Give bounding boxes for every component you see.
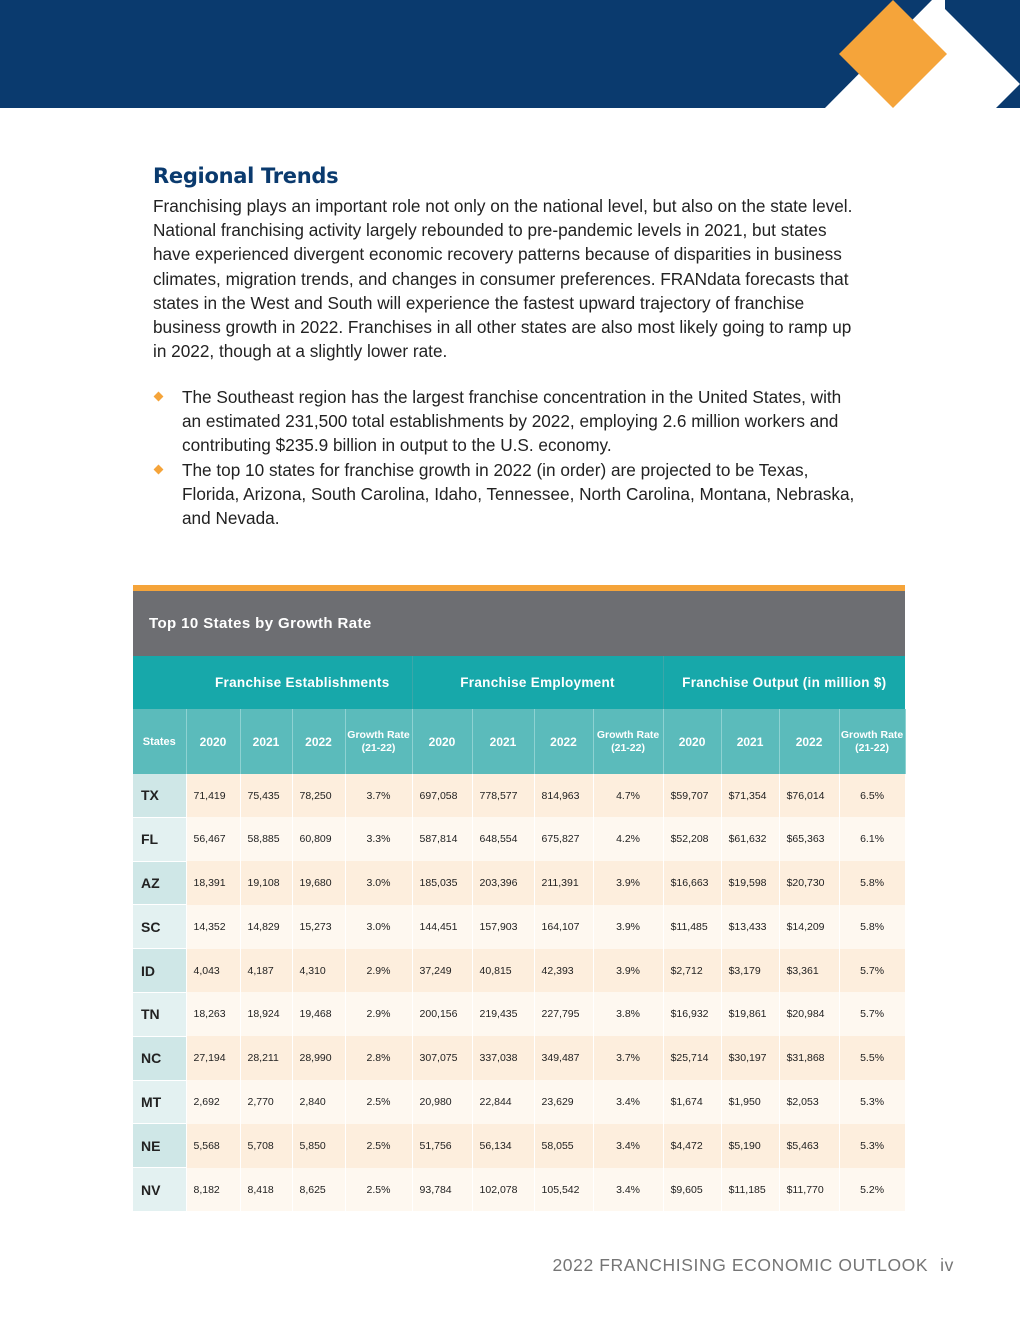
group-establishments: Franchise Establishments — [133, 656, 412, 709]
growth-rate-cell: 4.7% — [593, 774, 663, 817]
growth-rate-cell: 5.3% — [839, 1124, 905, 1168]
value-cell: 40,815 — [472, 949, 534, 993]
table-row — [133, 1124, 905, 1168]
orange-diamond-bullet-icon — [154, 392, 164, 402]
value-cell: 8,182 — [186, 1168, 240, 1212]
footer-title: 2022 FRANCHISING ECONOMIC OUTLOOK — [552, 1255, 929, 1275]
value-cell: 2,692 — [186, 1080, 240, 1124]
value-cell: $1,950 — [721, 1080, 779, 1124]
col-header-year: 2021 — [721, 709, 779, 774]
value-cell: 58,055 — [534, 1124, 593, 1168]
growth-rate-cell: 3.0% — [345, 861, 412, 905]
growth-rate-cell: 5.5% — [839, 1036, 905, 1080]
growth-rate-cell: 3.3% — [345, 817, 412, 861]
growth-table-card — [133, 585, 905, 1212]
state-cell: MT — [133, 1080, 186, 1124]
growth-rate-cell: 4.2% — [593, 817, 663, 861]
value-cell: 185,035 — [412, 861, 472, 905]
value-cell: $65,363 — [779, 817, 839, 861]
growth-rate-cell: 6.1% — [839, 817, 905, 861]
value-cell: $11,485 — [663, 905, 721, 949]
value-cell: $5,190 — [721, 1124, 779, 1168]
value-cell: $9,605 — [663, 1168, 721, 1212]
growth-rate-cell: 5.7% — [839, 992, 905, 1036]
value-cell: 18,924 — [240, 992, 292, 1036]
state-cell: ID — [133, 949, 186, 993]
table-row — [133, 905, 905, 949]
value-cell: 203,396 — [472, 861, 534, 905]
value-cell: $30,197 — [721, 1036, 779, 1080]
value-cell: $20,730 — [779, 861, 839, 905]
value-cell: 4,043 — [186, 949, 240, 993]
value-cell: $52,208 — [663, 817, 721, 861]
state-cell: TX — [133, 774, 186, 817]
growth-rate-cell: 2.8% — [345, 1036, 412, 1080]
bullet-text: The top 10 states for franchise growth in 2022 (in order) are projected to be Texas, Florida, Arizona, South Carolina, Idaho, Tennessee, North Carolina, Montana, Nebraska, and Nevada. — [182, 459, 855, 529]
value-cell: 144,451 — [412, 905, 472, 949]
growth-rate-cell: 5.3% — [839, 1080, 905, 1124]
growth-rate-cell: 3.4% — [593, 1080, 663, 1124]
value-cell: 164,107 — [534, 905, 593, 949]
table-row — [133, 949, 905, 993]
value-cell: 648,554 — [472, 817, 534, 861]
intro-paragraph: Franchising plays an important role not only on the national level, but also on the state level. National franchising activity largely rebounded to pre-pandemic levels in 2021, but states have experienced divergent economic recovery patterns because of disparities in business climates, migration trends, and changes in consumer preferences. FRANdata forecasts that states in the West and South will experience the fastest upward trajectory of franchise business growth in 2022. Franchises in all other states are also most likely going to ramp up in 2022, though at a slightly lower rate. — [153, 196, 853, 362]
value-cell: 778,577 — [472, 774, 534, 817]
value-cell: 675,827 — [534, 817, 593, 861]
value-cell: 18,263 — [186, 992, 240, 1036]
value-cell: 51,756 — [412, 1124, 472, 1168]
value-cell: 337,038 — [472, 1036, 534, 1080]
group-employment: Franchise Employment — [412, 656, 663, 709]
bullet-list — [153, 385, 863, 530]
value-cell: 227,795 — [534, 992, 593, 1036]
col-header-year: 2021 — [240, 709, 292, 774]
value-cell: $4,472 — [663, 1124, 721, 1168]
col-header-growth-rate: Growth Rate (21-22) — [839, 709, 905, 774]
state-cell: AZ — [133, 861, 186, 905]
col-header-states: States — [133, 709, 186, 774]
value-cell: 5,850 — [292, 1124, 345, 1168]
value-cell: $14,209 — [779, 905, 839, 949]
value-cell: $31,868 — [779, 1036, 839, 1080]
value-cell: 814,963 — [534, 774, 593, 817]
growth-rate-cell: 3.9% — [593, 861, 663, 905]
value-cell: 58,885 — [240, 817, 292, 861]
value-cell: 37,249 — [412, 949, 472, 993]
bullet-item — [153, 385, 863, 458]
growth-rate-cell: 3.7% — [593, 1036, 663, 1080]
value-cell: $2,053 — [779, 1080, 839, 1124]
value-cell: 4,187 — [240, 949, 292, 993]
value-cell: 19,108 — [240, 861, 292, 905]
col-header-year: 2020 — [412, 709, 472, 774]
state-cell: FL — [133, 817, 186, 861]
table-row — [133, 992, 905, 1036]
value-cell: 19,468 — [292, 992, 345, 1036]
value-cell: $71,354 — [721, 774, 779, 817]
value-cell: 2,840 — [292, 1080, 345, 1124]
table-group-header-row — [133, 656, 905, 709]
header-decoration — [0, 0, 1020, 110]
value-cell: 219,435 — [472, 992, 534, 1036]
value-cell: 211,391 — [534, 861, 593, 905]
growth-table — [133, 656, 906, 1212]
growth-rate-cell: 5.8% — [839, 905, 905, 949]
growth-rate-cell: 3.7% — [345, 774, 412, 817]
value-cell: 2,770 — [240, 1080, 292, 1124]
table-row — [133, 861, 905, 905]
state-cell: SC — [133, 905, 186, 949]
orange-diamond-bullet-icon — [154, 464, 164, 474]
value-cell: 18,391 — [186, 861, 240, 905]
growth-rate-cell: 6.5% — [839, 774, 905, 817]
table-row — [133, 1168, 905, 1212]
table-row — [133, 817, 905, 861]
value-cell: 56,134 — [472, 1124, 534, 1168]
col-header-year: 2022 — [292, 709, 345, 774]
bullet-item — [153, 458, 863, 531]
value-cell: $59,707 — [663, 774, 721, 817]
state-cell: NC — [133, 1036, 186, 1080]
value-cell: 60,809 — [292, 817, 345, 861]
value-cell: 27,194 — [186, 1036, 240, 1080]
value-cell: 78,250 — [292, 774, 345, 817]
table-body — [133, 774, 905, 1211]
value-cell: 23,629 — [534, 1080, 593, 1124]
value-cell: $25,714 — [663, 1036, 721, 1080]
state-cell: NV — [133, 1168, 186, 1212]
value-cell: $76,014 — [779, 774, 839, 817]
value-cell: 19,680 — [292, 861, 345, 905]
value-cell: 22,844 — [472, 1080, 534, 1124]
growth-rate-cell: 2.5% — [345, 1080, 412, 1124]
value-cell: $3,361 — [779, 949, 839, 993]
value-cell: $16,932 — [663, 992, 721, 1036]
section-heading: Regional Trends — [153, 164, 339, 188]
value-cell: 8,625 — [292, 1168, 345, 1212]
value-cell: 28,990 — [292, 1036, 345, 1080]
value-cell: 93,784 — [412, 1168, 472, 1212]
table-row — [133, 1080, 905, 1124]
value-cell: 102,078 — [472, 1168, 534, 1212]
value-cell: 14,829 — [240, 905, 292, 949]
col-header-growth-rate: Growth Rate (21-22) — [593, 709, 663, 774]
value-cell: 697,058 — [412, 774, 472, 817]
growth-rate-cell: 5.8% — [839, 861, 905, 905]
table-row — [133, 1036, 905, 1080]
growth-rate-cell: 5.7% — [839, 949, 905, 993]
value-cell: $3,179 — [721, 949, 779, 993]
value-cell: $13,433 — [721, 905, 779, 949]
growth-rate-cell: 3.4% — [593, 1168, 663, 1212]
value-cell: 307,075 — [412, 1036, 472, 1080]
value-cell: $1,674 — [663, 1080, 721, 1124]
col-header-year: 2020 — [663, 709, 721, 774]
value-cell: $2,712 — [663, 949, 721, 993]
growth-rate-cell: 2.9% — [345, 949, 412, 993]
growth-rate-cell: 3.0% — [345, 905, 412, 949]
growth-rate-cell: 3.9% — [593, 949, 663, 993]
page-footer — [552, 1255, 954, 1276]
col-header-growth-rate: Growth Rate (21-22) — [345, 709, 412, 774]
value-cell: 28,211 — [240, 1036, 292, 1080]
value-cell: 5,708 — [240, 1124, 292, 1168]
group-output: Franchise Output (in million $) — [663, 656, 905, 709]
value-cell: $61,632 — [721, 817, 779, 861]
value-cell: $11,770 — [779, 1168, 839, 1212]
col-header-year: 2022 — [779, 709, 839, 774]
value-cell: 200,156 — [412, 992, 472, 1036]
bullet-text: The Southeast region has the largest franchise concentration in the United States, with an estimated 231,500 total establishments by 2022, employing 2.6 million workers and contributing $235.9 billion in output to the U.S. economy. — [182, 387, 842, 456]
value-cell: 20,980 — [412, 1080, 472, 1124]
growth-rate-cell: 2.5% — [345, 1124, 412, 1168]
growth-rate-cell: 5.2% — [839, 1168, 905, 1212]
growth-rate-cell: 2.5% — [345, 1168, 412, 1212]
growth-rate-cell: 3.4% — [593, 1124, 663, 1168]
state-cell: NE — [133, 1124, 186, 1168]
col-header-year: 2020 — [186, 709, 240, 774]
value-cell: 8,418 — [240, 1168, 292, 1212]
growth-rate-cell: 3.9% — [593, 905, 663, 949]
value-cell: $20,984 — [779, 992, 839, 1036]
value-cell: $16,663 — [663, 861, 721, 905]
value-cell: 42,393 — [534, 949, 593, 993]
growth-rate-cell: 3.8% — [593, 992, 663, 1036]
value-cell: 75,435 — [240, 774, 292, 817]
col-header-year: 2021 — [472, 709, 534, 774]
value-cell: 5,568 — [186, 1124, 240, 1168]
table-row — [133, 774, 905, 817]
col-header-year: 2022 — [534, 709, 593, 774]
value-cell: 14,352 — [186, 905, 240, 949]
value-cell: 157,903 — [472, 905, 534, 949]
table-title: Top 10 States by Growth Rate — [133, 591, 905, 656]
value-cell: $19,861 — [721, 992, 779, 1036]
value-cell: 105,542 — [534, 1168, 593, 1212]
value-cell: 56,467 — [186, 817, 240, 861]
growth-rate-cell: 2.9% — [345, 992, 412, 1036]
value-cell: 587,814 — [412, 817, 472, 861]
value-cell: $11,185 — [721, 1168, 779, 1212]
state-cell: TN — [133, 992, 186, 1036]
value-cell: 71,419 — [186, 774, 240, 817]
value-cell: $19,598 — [721, 861, 779, 905]
value-cell: 15,273 — [292, 905, 345, 949]
value-cell: $5,463 — [779, 1124, 839, 1168]
table-column-header-row — [133, 709, 905, 774]
page-number: iv — [940, 1255, 954, 1275]
value-cell: 349,487 — [534, 1036, 593, 1080]
value-cell: 4,310 — [292, 949, 345, 993]
